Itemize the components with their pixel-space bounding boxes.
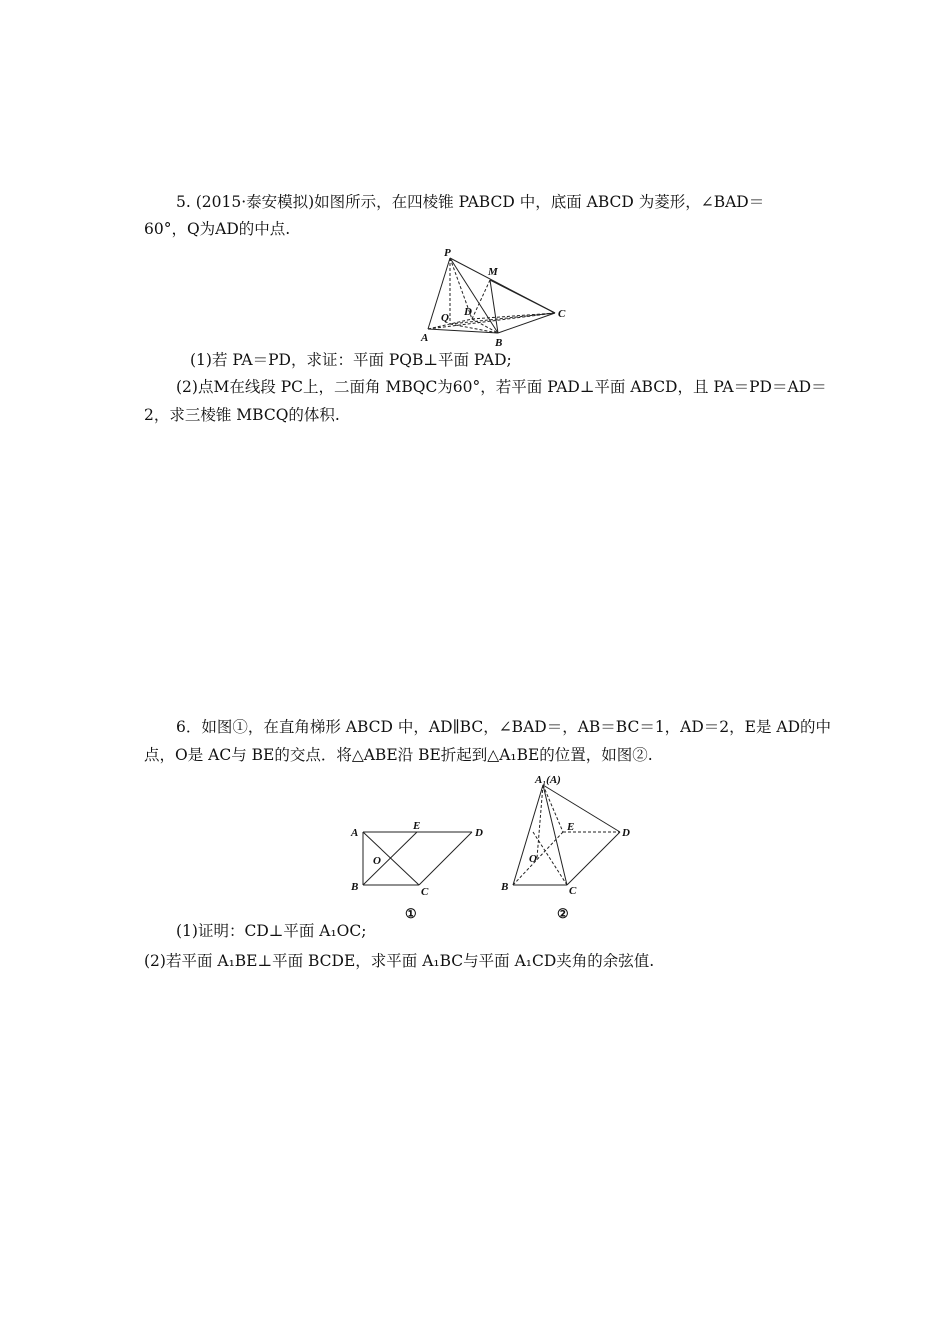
trapezoid-figure — [345, 815, 495, 925]
edge-CD — [419, 832, 472, 885]
problem6-question1: (1)证明：CD⊥平面 A₁OC; — [176, 922, 367, 940]
pyramid-figure — [410, 245, 580, 353]
problem6-question2: (2)若平面 A₁BE⊥平面 BCDE，求平面 A₁BC与平面 A₁CD夹角的余弦值. — [144, 952, 655, 970]
figure-caption-2: ② — [557, 906, 569, 921]
edge-CD — [567, 832, 620, 885]
problem5-line1: 5. (2015·泰安模拟)如图所示，在四棱锥 PABCD 中，底面 ABCD 为菱形，∠BAD＝ — [176, 193, 765, 211]
label-A: A — [421, 332, 429, 344]
edge-MD — [472, 280, 490, 319]
edge-A1C — [543, 785, 567, 885]
problem5-question1: (1)若 PA＝PD，求证：平面 PQB⊥平面 PAD; — [190, 351, 512, 369]
label-E: E — [567, 821, 575, 833]
label-M: M — [488, 266, 498, 278]
pyramid-svg — [410, 245, 580, 353]
label-B: B — [501, 881, 509, 893]
label-B: B — [351, 881, 359, 893]
label-C: C — [569, 885, 577, 897]
label-D: D — [475, 827, 483, 839]
label-B: B — [495, 337, 503, 349]
label-O: O — [529, 853, 537, 865]
problem5-question2-line2: 2，求三棱锥 MBCQ的体积. — [144, 406, 340, 424]
label-A: A — [351, 827, 359, 839]
label-C: C — [421, 886, 429, 898]
label-P: P — [444, 247, 451, 259]
trapezoid-svg — [345, 815, 495, 925]
label-D: D — [464, 306, 472, 318]
label-E: E — [413, 820, 421, 832]
problem5-question2-line1: (2)点M在线段 PC上，二面角 MBQC为60°，若平面 PAD⊥平面 ABCD，且 PA＝PD＝AD＝ — [176, 378, 827, 396]
label-O: O — [373, 855, 381, 867]
folded-svg — [495, 770, 645, 925]
label-A1: A₁(A) — [535, 774, 561, 786]
label-D: D — [622, 827, 630, 839]
edge-MC — [490, 280, 555, 313]
label-C: C — [558, 308, 566, 320]
edge-MB — [490, 280, 498, 333]
edge-AB — [428, 329, 498, 333]
edge-A1D — [543, 785, 620, 832]
problem6-line1: 6．如图①，在直角梯形 ABCD 中，AD∥BC，∠BAD＝，AB＝BC＝1，AD＝2，E是 AD的中 — [176, 718, 832, 736]
problem5-line2: 60°，Q为AD的中点. — [144, 220, 291, 238]
label-Q: Q — [441, 312, 449, 324]
figure-caption-1: ① — [405, 906, 417, 921]
problem6-line2: 点，O是 AC与 BE的交点．将△ABE沿 BE折起到△A₁BE的位置，如图②. — [144, 746, 653, 764]
folded-figure — [495, 770, 645, 925]
